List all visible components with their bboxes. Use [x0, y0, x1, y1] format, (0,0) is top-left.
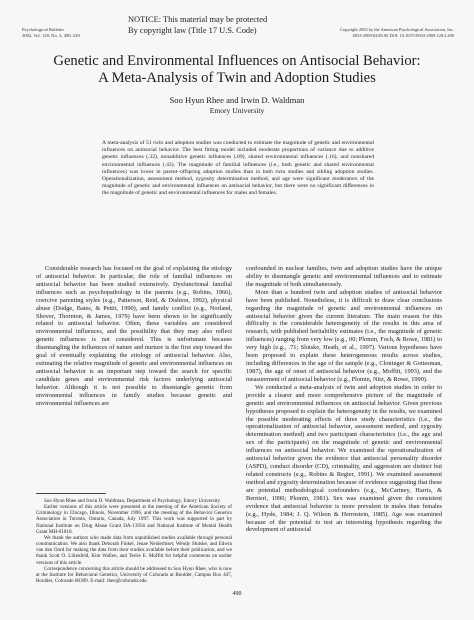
abstract: A meta-analysis of 51 twin and adoption studies was conducted to estimate the magnitude of genetic and environmental influences on antisocial behavior. The best fitting model included moderate proportions of variance due to additive genetic influences (.32), nonadditive genetic influences (.09), shared environmental influences (.16), and nonshared environmental influences (.43). The magnitude of familial influences (i.e., both genetic and shared environmental influences) was lower in parent–offspring adoption studies than in both twin studies and sibling adoption studies. Operationalization, assessment method, zygosity determination method, and age were significant moderators of the magnitude of genetic and environmental influences on antisocial behavior, but there were no significant differences in the magnitude of genetic and environmental influences for males and females. [102, 140, 374, 197]
footnote-divider [36, 493, 106, 494]
author-notes [36, 498, 232, 584]
author-list: Soo Hyun Rhee and Irwin D. Waldman [169, 95, 305, 105]
copyright-line: Copyright 2002 by the American Psychological Association, Inc. [339, 27, 454, 32]
body-column-right [246, 265, 442, 534]
author-note-acknowledgments: We thank the authors who made data from unpublished studies available through personal communication. We also thank Deborah Finkel, Jenae Neiderhiser, Wendy Slutske, and Edwin van den Oord for making the data from their studies available before their publication, and we thank Scott O. Lilienfeld, Kim Wallen, and Terrie E. Moffitt for helpful comments on earlier versions of this article. [36, 534, 232, 566]
doi-line: 0033-2909/02/$5.00 DOI: 10.1037//0033-2909.128.3.490 [352, 32, 454, 38]
copyright-statement [318, 27, 454, 38]
body-paragraph: confounded in nuclear families, twin and adoption studies have the unique ability to disentangle genetic and environmental influences and to estimate the magnitude of both simultaneously. [246, 265, 442, 288]
journal-volume: 2002, Vol. 128, No. 3, 490–529 [22, 32, 80, 38]
author-note-presentations: Earlier versions of this article were presented at the meeting of the American Society of Criminology in Chicago, Illinois, November 1996, and the meeting of the Behavior Genetics Association in Toronto, Ontario, Canada, July 1997. This work was supported in part by National Institute on Drug Abuse Grant DA-13956 and National Institute of Mental Health Grant MH-01818. [36, 504, 232, 535]
notice-line-2: By copyright law (Title 17 U.S. Code) [128, 25, 257, 35]
notice-line-1: NOTICE: This material may be protected [128, 15, 268, 24]
title-line-1: Genetic and Environmental Influences on Antisocial Behavior: [53, 53, 421, 69]
author-note-correspondence: Correspondence concerning this article should be addressed to Soo Hyun Rhee, who is now at the Institute for Behavioral Genetics, University of Colorado at Boulder, Campus Box 447, Boulder, Colorado 80309. E-mail: rhee@colorado.edu [36, 565, 232, 585]
author-affiliation: Emory University [209, 106, 265, 115]
body-paragraph: Considerable research has focused on the goal of explaining the etiology of antisocial behavior. In particular, the role of familial influences on antisocial behavior has been studied extensively. Dysfunctional familial influences such as psychopathology in the parents (e.g., Robins, 1966), coercive parenting styles (e.g., Patterson, Reid, & Dishion, 1992), physical abuse (Dodge, Bates, & Pettit, 1990), and family conflict (e.g., Norland, Shover, Thornton, & James, 1979) have been shown to be significantly related to antisocial behavior. Often, these variables are considered environmental influences, and the possibility that they may also reflect genetic influences is not considered. This is unfortunate because disentangling the influences of nature and nurture is the first step toward the goal of eventually explaining the etiology of antisocial behavior. Also, estimating the relative magnitude of genetic and environmental influences on antisocial behavior is an important step toward the search for specific candidate genes and environmental risk factors underlying antisocial behavior. Although it is not possible to disentangle genetic from environmental influences in family studies because genetic and environmental influences are [36, 265, 232, 407]
body-paragraph: More than a hundred twin and adoption studies of antisocial behavior have been published. Nonetheless, it is difficult to draw clear conclusions regarding the magnitude of genetic and environmental influences on antisocial behavior given the current literature. The main reason for this difficulty is the considerable heterogeneity of the results in this area of research, with published heritability estimates (i.e., the magnitude of genetic influences) ranging from very low (e.g., 00; Plomin, Foch, & Rowe, 1981) to very high (e.g., .71; Slutske, Heath, et al., 1997). Various hypotheses have been proposed to explain these heterogeneous results across studies, including differences in the age of the sample (e.g., Cloninger & Gottesman, 1987), the age of onset of antisocial behavior (e.g., Moffitt, 1993), and the measurement of antisocial behavior (e.g., Plomin, Nitz, & Rowe, 1990). [246, 288, 442, 383]
title-line-2: A Meta-Analysis of Twin and Adoption Studies [98, 70, 376, 86]
body-column-left [36, 265, 232, 408]
copyright-notice-stamp [128, 15, 267, 36]
page-number: 490 [232, 591, 242, 597]
journal-name: Psychological Bulletin [22, 27, 64, 32]
journal-citation [22, 27, 80, 38]
author-note-affiliation: Soo Hyun Rhee and Irwin D. Waldman, Department of Psychology, Emory University. [44, 498, 221, 504]
body-paragraph: We conducted a meta-analysis of twin and adoption studies in order to provide a clearer and more comprehensive picture of the magnitude of genetic and environmental influences on antisocial behavior. Given previous hypotheses proposed to explain the heterogeneity in the results, we examined the possible moderating effects of three study characteristics (i.e., the operationalization of antisocial behavior, assessment method, and zygosity determination method) and two participant characteristics (i.e., the age and sex of the participants) on the magnitude of genetic and environmental influences on antisocial behavior. We examined the operationalization of antisocial behavior given the evidence that antisocial personality disorder (ASPD), conduct disorder (CD), criminality, and aggression are distinct but related constructs (e.g., Robins & Regier, 1991). We examined assessment method and zygosity determination because of evidence suggesting that these are potential methodological confounders (e.g., McCartney, Harris, & Bernieri, 1990; Plomin, 1981). Sex was examined given the consistent evidence that antisocial behavior is more prevalent in males than females (e.g., Hyde, 1984; J. Q. Wilson & Herrnstein, 1985). Age was examined because of the potential to test an interesting hypothesis regarding the development of antisocial [246, 383, 442, 534]
article-title [0, 53, 474, 87]
